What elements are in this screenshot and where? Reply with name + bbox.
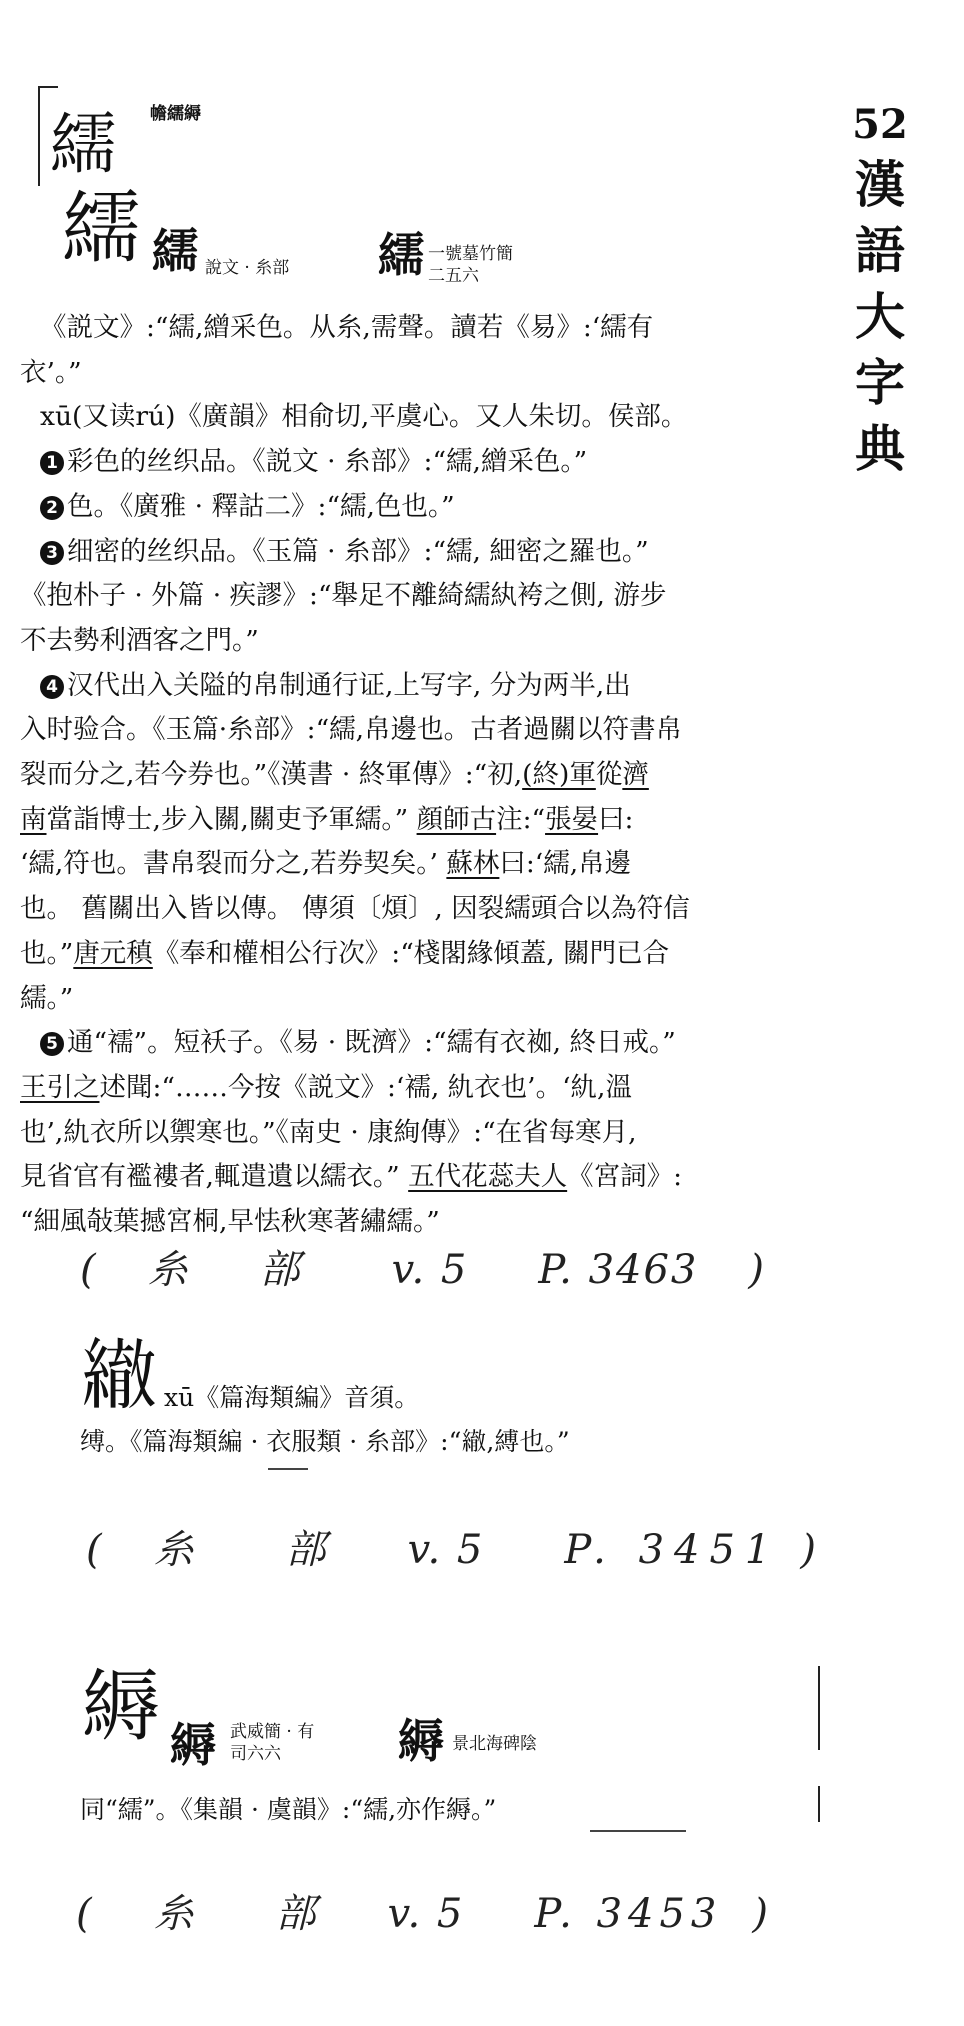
- entry1-sense-5-line-5: “細風敧葉撼宮桐,早怯秋寒著繡繻。”: [20, 1206, 440, 1238]
- text-segment: ‘繻,符也。書帛裂而分之,若券契矣。’: [20, 848, 447, 880]
- underlined-name: 唐元稹: [73, 937, 153, 969]
- volume-number: 52: [852, 101, 908, 148]
- scan-mark: [590, 1830, 686, 1832]
- hand-page: P. 3463: [538, 1247, 699, 1293]
- underlined-name: 濟: [622, 759, 649, 791]
- entry1-sense-4-line-5: [20, 842, 810, 887]
- handwritten-reference-1: [80, 1238, 766, 1295]
- underlined-name: 王引之: [20, 1071, 100, 1103]
- sense-number-4: 4: [40, 675, 64, 699]
- entry1-main-char: 繻: [62, 184, 141, 274]
- hand-page: P. 3453: [534, 1891, 723, 1937]
- sense-number-1: 1: [40, 451, 64, 475]
- text-segment: 見省官有襤褸者,輒遣遺以繻衣。”: [20, 1161, 409, 1193]
- underlined-name: (終)軍: [522, 759, 596, 791]
- hand-paren-close: ): [752, 1891, 770, 1937]
- hand-bu: 部: [285, 1527, 328, 1573]
- entry3-seal2: 縟: [398, 1714, 444, 1768]
- sense-5-text: 通“襦”。短袄子。《易 · 既濟》:“繻有衣袽, 終日戒。”: [67, 1027, 676, 1059]
- text-segment: 從: [595, 759, 623, 791]
- entry1-sense-1: [20, 440, 810, 485]
- hand-paren-close: ): [748, 1247, 766, 1293]
- scan-mark: [268, 1468, 308, 1470]
- underlined-name: 南: [20, 803, 47, 835]
- entry1-sense-4-line-6: 也。 舊關出入皆以傳。 傳須〔煩〕, 因裂繻頭合以為符信: [20, 893, 690, 925]
- text-segment: 述聞:“……今按《説文》:‘襦, 䊵衣也’。‘䊵,溫: [99, 1071, 632, 1103]
- hand-page: P. 3451: [564, 1527, 781, 1573]
- text-segment: 注:“: [496, 803, 546, 835]
- entry3-seal2-source: 景北海碑陰: [452, 1734, 537, 1754]
- underlined-name: 蘇林: [446, 848, 500, 880]
- entry1-sense-3: [20, 530, 810, 575]
- entry1-sense-5: [20, 1021, 810, 1066]
- text-segment: 裂而分之,若今券也。”《漢書 · 終軍傳》:“初,: [20, 759, 523, 791]
- entry3-seal1-source-line1: 武威簡 · 有: [230, 1722, 315, 1742]
- entry1-seal2-source-line1: 一號墓竹簡: [428, 244, 513, 264]
- sense-4-text: 汉代出入关隘的帛制通行证,上写字, 分为两半,出: [67, 669, 631, 701]
- hand-radical: 糸: [153, 1527, 196, 1573]
- entry1-sense-4-line-2: 入时验合。《玉篇·糸部》:“繻,帛邊也。古者過關以符書帛: [20, 714, 683, 746]
- hand-radical: 糸: [153, 1891, 196, 1937]
- scan-edge-line: [818, 1666, 820, 1750]
- entry3-head-char: 縟: [82, 1662, 161, 1752]
- sense-number-2: 2: [40, 496, 64, 520]
- sense-1-text: 彩色的丝织品。《説文 · 糸部》:“繻,繒采色。”: [67, 446, 588, 478]
- entry1-sense-4: [20, 664, 810, 709]
- entry1-seal1-source: 說文 · 糸部: [205, 258, 290, 278]
- entry2-definition: 缚。《篇海類編 · 衣服類 · 糸部》:“𦅄,縛也。”: [80, 1427, 570, 1456]
- entry1-seal2: 繻: [378, 228, 424, 282]
- text-segment: 當詣博士,步入關,關吏予軍繻。”: [46, 803, 417, 835]
- text-segment: 《宮詞》:: [567, 1161, 683, 1193]
- underlined-name: 顔師古: [416, 803, 497, 835]
- entry1-head-char: 繻: [50, 106, 116, 183]
- text-segment: 也。”: [20, 937, 74, 969]
- scan-edge-line: [818, 1786, 820, 1822]
- volume-char-3: 大: [855, 287, 905, 346]
- hand-paren-open: (: [80, 1247, 98, 1293]
- volume-char-4: 字: [855, 353, 905, 412]
- entry1-sense-4-line-7: [20, 932, 810, 977]
- entry1-line-1: 《説文》:“繻,繒采色。从糸,需聲。讀若《易》:‘繻有: [40, 312, 654, 343]
- entry1-sense-4-line-3: [20, 753, 810, 798]
- underlined-name: 五代花蕊夫人: [408, 1161, 568, 1193]
- text-segment: 《奉和權相公行次》:“棧閣緣傾蓋, 關門已合: [152, 937, 670, 969]
- entry1-sense-5-line-2: [20, 1066, 810, 1111]
- entry1-sense-5-line-3: 也’,䊵衣所以禦寒也。”《南史 · 康絢傳》:“在省每寒月,: [20, 1116, 637, 1148]
- hand-paren-open: (: [86, 1527, 104, 1573]
- hand-paren-open: (: [76, 1891, 94, 1937]
- sense-number-3: 3: [40, 541, 64, 565]
- entry3-seal1: 縟: [170, 1718, 216, 1772]
- entry1-seal2-source-line2: 二五六: [428, 266, 479, 286]
- underlined-name: 張晏: [545, 803, 599, 835]
- volume-char-2: 語: [855, 221, 905, 280]
- volume-label: [848, 98, 912, 482]
- entry1-pronunciation: xū(又读rú)《廣韻》相俞切,平虞心。又人朱切。侯部。: [40, 401, 688, 433]
- sense-2-text: 色。《廣雅 · 釋詁二》:“繻,色也。”: [67, 490, 455, 522]
- hand-radical: 糸: [147, 1247, 190, 1293]
- handwritten-reference-3: [76, 1882, 770, 1939]
- entry1-sense-3-line-2: 《抱朴子 · 外篇 · 疾謬》:“舉足不離綺繻紈袴之側, 游步: [20, 580, 667, 612]
- hand-volume: v. 5: [391, 1247, 469, 1293]
- entry1-seal1: 繻: [152, 224, 198, 278]
- entry1-sense-2: [20, 485, 810, 530]
- entry1-sense-4-line-4: [20, 798, 810, 843]
- hand-volume: v. 5: [387, 1891, 465, 1937]
- entry1-body: [20, 306, 810, 1245]
- hand-bu: 部: [259, 1247, 302, 1293]
- entry1-variants: 幨繻縟: [150, 104, 201, 124]
- entry1-sense-3-line-3: 不去勢利酒客之門。”: [20, 624, 259, 656]
- text-segment: 曰:: [598, 803, 634, 835]
- text-segment: 曰:‘繻,帛邊: [499, 848, 632, 880]
- hand-volume: v. 5: [407, 1527, 485, 1573]
- sense-3-text: 细密的丝织品。《玉篇 · 糸部》:“繻, 細密之羅也。”: [67, 535, 649, 567]
- volume-char-5: 典: [855, 419, 905, 478]
- hand-paren-close: ): [800, 1527, 818, 1573]
- volume-char-1: 漢: [855, 155, 905, 214]
- entry1-line-2: 衣’。”: [20, 356, 82, 388]
- entry1-sense-5-line-4: [20, 1155, 810, 1200]
- sense-number-5: 5: [40, 1032, 64, 1056]
- entry3-definition: 同“繻”。《集韻 · 虞韻》:“繻,亦作縟。”: [80, 1795, 497, 1824]
- hand-bu: 部: [275, 1891, 318, 1937]
- entry2-reading: xū《篇海類編》音須。: [164, 1383, 420, 1412]
- entry3-seal1-source-line2: 司六六: [230, 1744, 281, 1764]
- entry2-head-char: 𦅄: [80, 1332, 159, 1422]
- entry1-sense-4-line-8: 繻。”: [20, 982, 74, 1014]
- handwritten-reference-2: [86, 1518, 818, 1575]
